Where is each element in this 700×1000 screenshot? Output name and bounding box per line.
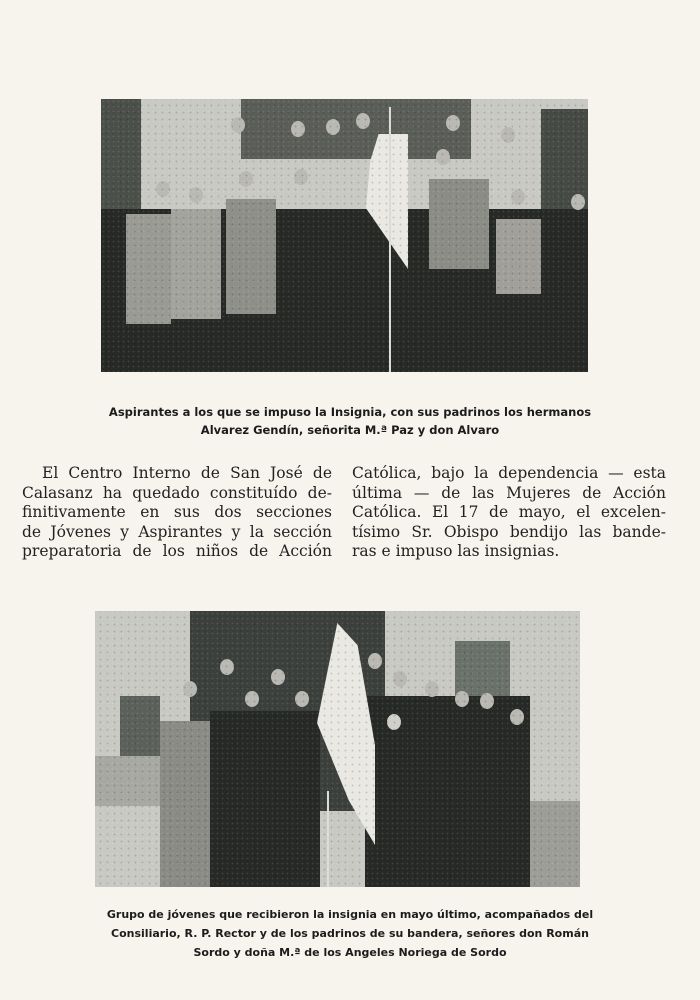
text-line: Calasanz ha quedado constituído de-	[22, 483, 332, 502]
text-line: de Jóvenes y Aspirantes y la sección	[22, 522, 332, 541]
photo-grain	[101, 99, 588, 372]
article-column-right	[352, 464, 666, 562]
text-line: preparatoria de los niños de Acción	[22, 542, 332, 560]
text-line: Católica, bajo la dependencia — esta	[352, 464, 666, 482]
caption-line: Consiliario, R. P. Rector y de los padrinos de su bandera, señores don Román	[111, 927, 589, 940]
caption-line: Aspirantes a los que se impuso la Insignia, con sus padrinos los hermanos	[108, 405, 592, 419]
article-column-left	[22, 464, 332, 562]
text-line: El Centro Interno de San José de	[42, 464, 332, 482]
photo-jovenes-group	[95, 611, 580, 887]
photo-1-caption	[40, 403, 660, 439]
photo-2-caption	[40, 905, 660, 962]
caption-line: Alvarez Gendín, señorita M.ª Paz y don Alvaro	[200, 423, 500, 437]
photo-aspirantes-group	[101, 99, 588, 372]
caption-line: Grupo de jóvenes que recibieron la insignia en mayo último, acompañados del	[106, 908, 594, 921]
text-line: tísimo Sr. Obispo bendijo las bande-	[352, 522, 666, 541]
text-line: última — de las Mujeres de Acción	[352, 483, 666, 502]
text-line: finitivamente en sus dos secciones	[22, 503, 332, 521]
text-line: Católica. El 17 de mayo, el excelen-	[352, 503, 666, 521]
text-line: ras e impuso las insignias.	[352, 542, 560, 560]
photo-grain	[95, 611, 580, 887]
caption-line: Sordo y doña M.ª de los Angeles Noriega de Sordo	[193, 946, 507, 959]
